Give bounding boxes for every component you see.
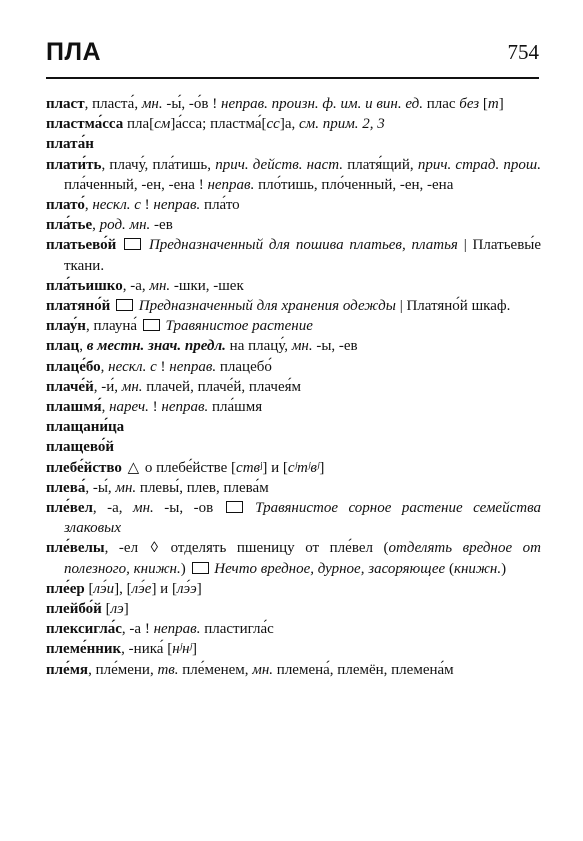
italic-note: тв. [157,661,179,678]
entry-text: племена́, племён, племена́м [273,661,454,678]
headword: пле́велы [46,540,105,557]
entry-text [110,298,114,314]
entry-text: плачей, плаче́й, плачея́м [142,378,302,395]
dictionary-entry [46,377,541,397]
entry-text: на плацу́, [225,338,292,355]
entry-text: ]а́сса; пластма́[ [170,116,267,133]
entry-text: -ы, -ев [312,338,358,355]
italic-note: Предназначенный для хранения одежды [138,298,396,315]
entry-text: ! [148,399,162,416]
entry-text: пла́то [200,197,240,214]
entry-text: , [79,338,87,355]
italic-note: неправ. [207,176,255,193]
entry-text: | Платьевы́е ткани. [64,237,542,274]
headword: пле́мя [46,661,89,678]
dictionary-entry [46,296,541,316]
headword: племе́нник [46,641,122,658]
italic-note: лэ́е [131,580,152,597]
headword: платьево́й [46,237,117,254]
italic-note: cʲтʲвʲ [287,459,320,476]
entry-text [122,460,126,476]
entry-text: ]а, [279,116,299,133]
italic-note: лэ́и [93,580,115,597]
italic-note: сс [266,116,280,133]
headword: плац [46,338,80,355]
dictionary-entry [46,417,541,437]
entry-text: | Платяно́й шкаф. [395,298,511,315]
box-icon [143,319,160,331]
entry-text: , пласта́, [84,96,142,112]
entry-text: , -а, [122,277,150,294]
entry-text: ] и [ [151,580,177,597]
entry-text: , -ника́ [ [121,641,173,658]
dictionary-entry [46,94,541,114]
italic-note: род. мн. [99,217,151,234]
dictionary-entry [46,235,541,275]
italic-note: неправ. [169,358,217,375]
headword: пласт [46,96,85,112]
italic-note: лэ [110,601,124,618]
italic-note: без [459,96,480,112]
entry-text: -ы́, -о́в ! [162,96,221,112]
entry-text: ʲ] и [ [260,459,288,476]
dictionary-entries [46,94,541,680]
guide-word: ПЛА [46,38,102,66]
dictionary-entry [46,114,541,134]
italic-note: нʲнʲ [172,641,193,658]
dictionary-entry [46,660,541,680]
dictionary-entry [46,437,541,457]
italic-note: книжн. [453,560,502,577]
entry-text: ) [501,560,507,577]
entry-text: -шки, -шек [170,277,244,294]
dictionary-entry [46,155,541,195]
dictionary-entry [46,538,541,578]
entry-text: пла[ [123,116,155,133]
entry-text: , [92,217,100,234]
entry-text: , -а ! [121,621,154,638]
italic-note: неправ. [153,197,201,214]
dictionary-entry [46,357,541,377]
entry-text: пластигла́с [200,621,274,638]
entry-text: , плачу́, пла́тишь, [101,156,216,173]
entry-text: ( [445,560,454,577]
italic-note: Нечто вредное, дурное, засоряющее [214,560,446,577]
headword: плати́ть [46,156,102,173]
entry-text: , пле́мени, [88,661,158,678]
entry-text: платя́щий, [343,156,418,173]
entry-text: ] [498,96,504,112]
dictionary-entry [46,498,541,538]
headword: плаче́й [46,378,94,395]
italic-note: прич. страд. прош. [417,156,542,173]
entry-text: ] [319,459,325,476]
entry-text: плацебо́ [216,358,272,375]
entry-text: , [101,399,110,416]
box-icon [124,238,141,250]
dictionary-entry [46,579,541,599]
italic-note: мн. [252,661,274,678]
diamond-icon: ◊ [150,540,159,557]
entry-text: ] [123,601,129,618]
headword: пластма́сса [46,116,124,133]
dictionary-entry [46,478,541,498]
dictionary-entry [46,397,541,417]
headword: платяно́й [46,298,111,315]
entry-text [116,237,122,253]
entry-text: ! [140,197,154,214]
italic-note: мн. [115,479,137,496]
headword: плева́ [46,479,86,496]
italic-note: ств [236,459,261,476]
entry-text: ] [196,580,202,597]
dictionary-entry [46,134,541,154]
entry-text: [ [479,96,488,112]
headword: плебе́йство [46,459,122,476]
page-header [46,38,539,74]
triangle-icon: △ [127,459,140,476]
entry-text: , -и́, [93,378,122,395]
headword: плащево́й [46,439,115,456]
italic-note: лэ́э [176,580,197,597]
dictionary-entry [46,639,541,659]
entry-text: плевы́, плев, плева́м [136,479,269,496]
headword: пла́тье [46,217,93,234]
italic-note: нескл. с [92,197,141,214]
dictionary-entry [46,336,541,356]
italic-note: неправ. произн. ф. им. и вин. ед. [221,96,423,112]
italic-note: Предназначенный для пошива платьев, платья [148,237,458,254]
entry-text: ], [ [114,580,132,597]
headword: плашмя́ [46,399,102,416]
entry-text: , [100,358,109,375]
entry-text: , -а, [92,500,134,517]
box-icon [116,299,133,311]
entry-text: пле́менем, [178,661,253,678]
italic-note: мн. [141,96,163,112]
entry-text: плас [422,96,460,112]
page-number: 754 [507,40,539,64]
italic-note: мн. [133,500,154,517]
entry-text: ] [192,641,198,658]
italic-note: нескл. с [108,358,157,375]
italic-note: мн. [121,378,143,395]
italic-note: Травянистое сорное растение семейства злаковых [64,500,541,537]
italic-note: мн. [291,338,313,355]
entry-text: ) [180,560,190,577]
box-icon [226,501,243,513]
box-icon [192,562,209,574]
italic-note: отделять вредное от полезного, книжн. [64,540,541,577]
headword: пле́вел [46,500,93,517]
dictionary-entry [46,195,541,215]
entry-text: пло́тишь, пло́ченный, -ен, -ена [254,176,454,193]
dictionary-entry [46,458,541,478]
italic-note: мн. [149,277,171,294]
headword: плаце́бо [46,358,101,375]
entry-text: , [84,197,93,214]
headword: плато́ [46,197,85,214]
entry-text: [ [101,601,111,618]
entry-text: , -ел [104,540,149,557]
headword: плау́н [46,318,86,335]
dictionary-entry [46,215,541,235]
entry-text: , плауна́ [85,318,141,335]
dictionary-entry [46,599,541,619]
entry-text: [ [84,580,94,597]
italic-note: т [487,96,499,112]
dictionary-entry [46,316,541,336]
entry-text: пла́ченный, -ен, -ена ! [64,176,208,193]
entry-text: -ев [150,217,173,234]
headword: пле́ер [46,580,85,597]
headword: пла́тьишко [46,277,123,294]
entry-text: отделять пшеницу от пле́вел ( [160,540,389,557]
entry-text: ! [156,358,170,375]
headword: плейбо́й [46,601,102,618]
entry-text [245,500,256,516]
entry-text: , -ы́, [85,479,116,496]
headword: плащани́ца [46,419,125,436]
entry-text: -ы, -ов [153,500,224,517]
italic-note: см [154,116,171,133]
header-rule [46,77,539,79]
italic-note: неправ. [153,621,201,638]
entry-text: пла́шмя [208,399,263,416]
headword: плексигла́с [46,621,122,638]
italic-note: прич. действ. наст. [215,156,344,173]
dictionary-entry [46,276,541,296]
entry-text: о плебе́йстве [ [141,459,237,476]
italic-note: неправ. [161,399,209,416]
italic-note: нареч. [109,399,149,416]
dictionary-entry [46,619,541,639]
italic-note: см. прим. 2, 3 [299,116,385,133]
italic-note: в местн. знач. предл. [86,338,226,355]
italic-note: Травянистое растение [165,318,313,335]
headword: плата́н [46,136,94,153]
